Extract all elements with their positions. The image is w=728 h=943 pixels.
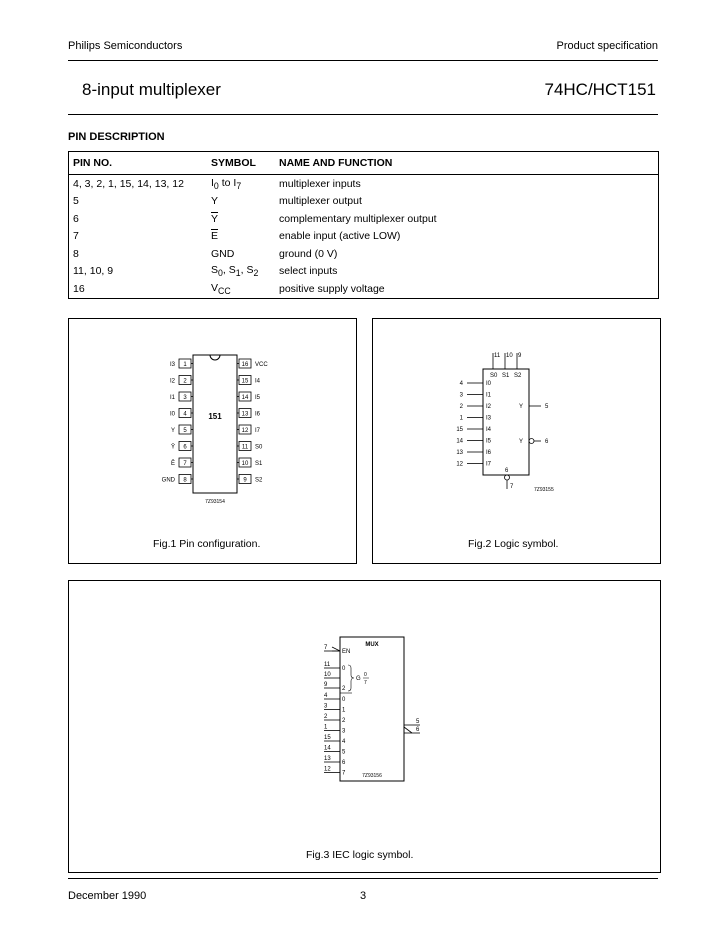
output-pin-number: 6 [416,727,420,733]
input-label: I1 [486,392,492,399]
input-pin-number: 2 [459,404,463,410]
part-number: 74HC/HCT151 [544,80,656,99]
data-index: 5 [342,749,346,756]
table-row [69,263,659,281]
pin-label: I7 [255,428,261,434]
pin-number: 16 [241,362,249,368]
enable-bubble [505,475,510,480]
pin-label: S1 [255,461,263,467]
symbol-cell: $\overline{E}$ [211,230,219,243]
select-pin-number: 9 [324,682,328,688]
pin-number: 12 [241,428,249,434]
data-pin-number: 14 [324,745,331,752]
select-pin-number: 10 [506,353,513,359]
active-low-indicator [332,647,340,651]
pin-number: 7 [183,461,187,467]
data-index: 4 [342,739,346,745]
symbol-cell: $V_{CC}$ [207,280,275,298]
pin-number: 1 [183,362,187,368]
table-row [69,245,659,263]
title-rule [68,114,658,115]
function-cell: ground (0 V) [279,247,338,260]
input-label: I2 [486,404,492,410]
select-index: 2 [342,686,346,692]
pin-label: S2 [255,477,263,484]
pin-number: 4 [183,411,187,418]
g-label: G [356,676,361,682]
symbol-cell: GND [211,247,235,260]
input-label: I3 [486,415,492,422]
table-row [69,228,659,246]
enable-pin-number: 7 [510,484,514,490]
pin-label: GND [161,477,175,484]
output-pin-number: 5 [416,719,420,725]
data-pin-number: 3 [324,703,328,710]
symbol-cell: $S_0$, $S_1$, $S_2$ [211,264,259,279]
function-cell: multiplexer inputs [279,177,361,190]
symbol-cell: $\overline{Y}$ [211,212,219,225]
input-pin-number: 14 [456,438,463,445]
pin-number: 15 [241,378,249,385]
pin-label: I2 [169,378,175,385]
fig1-frame [68,318,357,564]
group-brace [348,665,354,691]
pin-cell: 16 [69,280,208,298]
table-header-row [69,152,659,175]
company-name: Philips Semiconductors [68,40,183,52]
pin-number: 5 [183,428,187,434]
function-cell: complementary multiplexer output [279,212,437,225]
table-row [69,193,659,211]
pin-number: 9 [243,477,247,484]
mux-block [340,637,404,781]
symbol-cell: Y [211,195,219,208]
col-symbol: SYMBOL [207,152,275,175]
g-fraction-bottom: 7 [364,680,367,686]
select-label: S2 [514,373,522,379]
table-row [69,210,659,228]
input-label: I4 [486,427,492,433]
input-pin-number: 12 [456,461,463,468]
pin-label: S0 [255,444,263,451]
figure-code: 7Z93155 [534,487,554,493]
fig3-caption: Fig.3 IEC logic symbol. [306,849,414,861]
ic-notch [210,355,220,360]
select-pin-number: 11 [324,662,331,668]
device-title: 8-input multiplexer [82,80,221,99]
input-pin-number: 1 [459,415,463,422]
inversion-bubble [529,439,534,444]
input-pin-number: 4 [459,381,463,387]
pin-number: 6 [183,444,187,451]
select-pin-number: 9 [518,353,522,359]
pin-label: I1 [169,395,175,401]
data-pin-number: 13 [324,756,331,762]
data-index: 2 [342,718,346,724]
input-label: I6 [486,450,492,456]
pin-cell: 4, 3, 2, 1, 15, 14, 13, 12 [73,177,184,190]
table-row [69,280,659,298]
data-index: 3 [342,728,346,735]
fig1-caption: Fig.1 Pin configuration. [153,538,261,550]
pin-number: 8 [183,477,187,484]
pin-cell: 7 [73,230,79,243]
enable-label: 6 [505,468,509,474]
select-label: S1 [502,373,510,379]
pin-number: 13 [241,411,249,418]
ic-body [193,355,237,493]
data-pin-number: 4 [324,693,328,699]
pin-number: 10 [241,461,249,467]
pin-cell: 5 [73,195,79,208]
footer-rule [68,878,658,879]
input-pin-number: 13 [456,450,463,456]
input-label: I0 [486,381,492,387]
pin-cell: 6 [73,212,79,225]
input-pin-number: 3 [459,392,463,399]
g-fraction-top: 0 [364,672,367,678]
function-cell: positive supply voltage [275,280,659,298]
data-pin-number: 12 [324,766,331,773]
pin-number: 2 [183,378,187,385]
data-index: 0 [342,697,346,703]
pin-label: I3 [169,362,175,368]
table-row [69,175,659,193]
input-pin-number: 15 [456,427,463,433]
function-cell: enable input (active LOW) [279,230,401,243]
section-heading: PIN DESCRIPTION [68,131,165,143]
fig2-caption: Fig.2 Logic symbol. [468,538,559,550]
input-label: I7 [486,461,492,468]
data-index: 7 [342,770,346,777]
output-pin-number: 5 [545,404,549,410]
output-label: Y [519,404,524,410]
function-cell: multiplexer output [279,195,362,208]
data-index: 1 [342,707,346,714]
select-label: S0 [490,373,498,379]
pin-number: 14 [241,395,249,401]
fig3-frame [68,580,661,873]
iec-logic-symbol-diagram [69,581,660,872]
col-name-function: NAME AND FUNCTION [275,152,659,175]
pin-label: I0 [169,411,175,418]
select-pin-number: 11 [494,353,501,359]
fig2-frame [372,318,661,564]
select-index: 0 [342,666,346,672]
pin-cell: 11, 10, 9 [73,265,114,278]
footer-date: December 1990 [68,890,147,902]
enable-label: EN [342,649,351,655]
pin-label: I4 [255,378,261,385]
pin-label: I5 [255,395,261,401]
output-pin-number: 6 [545,439,549,445]
enable-pin-number: 7 [324,645,328,651]
pin-label: Ȳ [170,444,175,451]
page-number: 3 [360,890,367,902]
pin-label: VCC [255,362,268,368]
mux-label: MUX [365,642,379,648]
data-pin-number: 15 [324,735,331,741]
logic-symbol-diagram [373,319,660,563]
pin-configuration-diagram [69,319,356,563]
pin-label: I6 [255,411,261,418]
pin-description-table [68,151,659,299]
pin-cell: 8 [73,247,79,260]
output-label: Y [519,439,524,445]
header-rule [68,60,658,61]
col-pin-no: PIN NO. [69,152,208,175]
pin-number: 11 [241,444,249,451]
select-pin-number: 10 [324,672,331,678]
figure-code: 7Z93156 [362,773,382,779]
symbol-cell: $I_0$ to $I_7$ [211,176,242,191]
figure-code: 7Z93154 [205,499,225,505]
input-label: I5 [486,438,492,445]
pin-label: Ē [170,461,175,467]
chip-number: 151 [208,412,222,421]
pin-label: Y [170,428,175,434]
pin-number: 3 [183,395,187,401]
data-index: 6 [342,760,346,766]
document-type: Product specification [556,40,658,52]
data-pin-number: 2 [324,714,328,720]
active-low-output-indicator [404,727,412,733]
data-pin-number: 1 [324,724,328,731]
function-cell: select inputs [279,265,338,278]
